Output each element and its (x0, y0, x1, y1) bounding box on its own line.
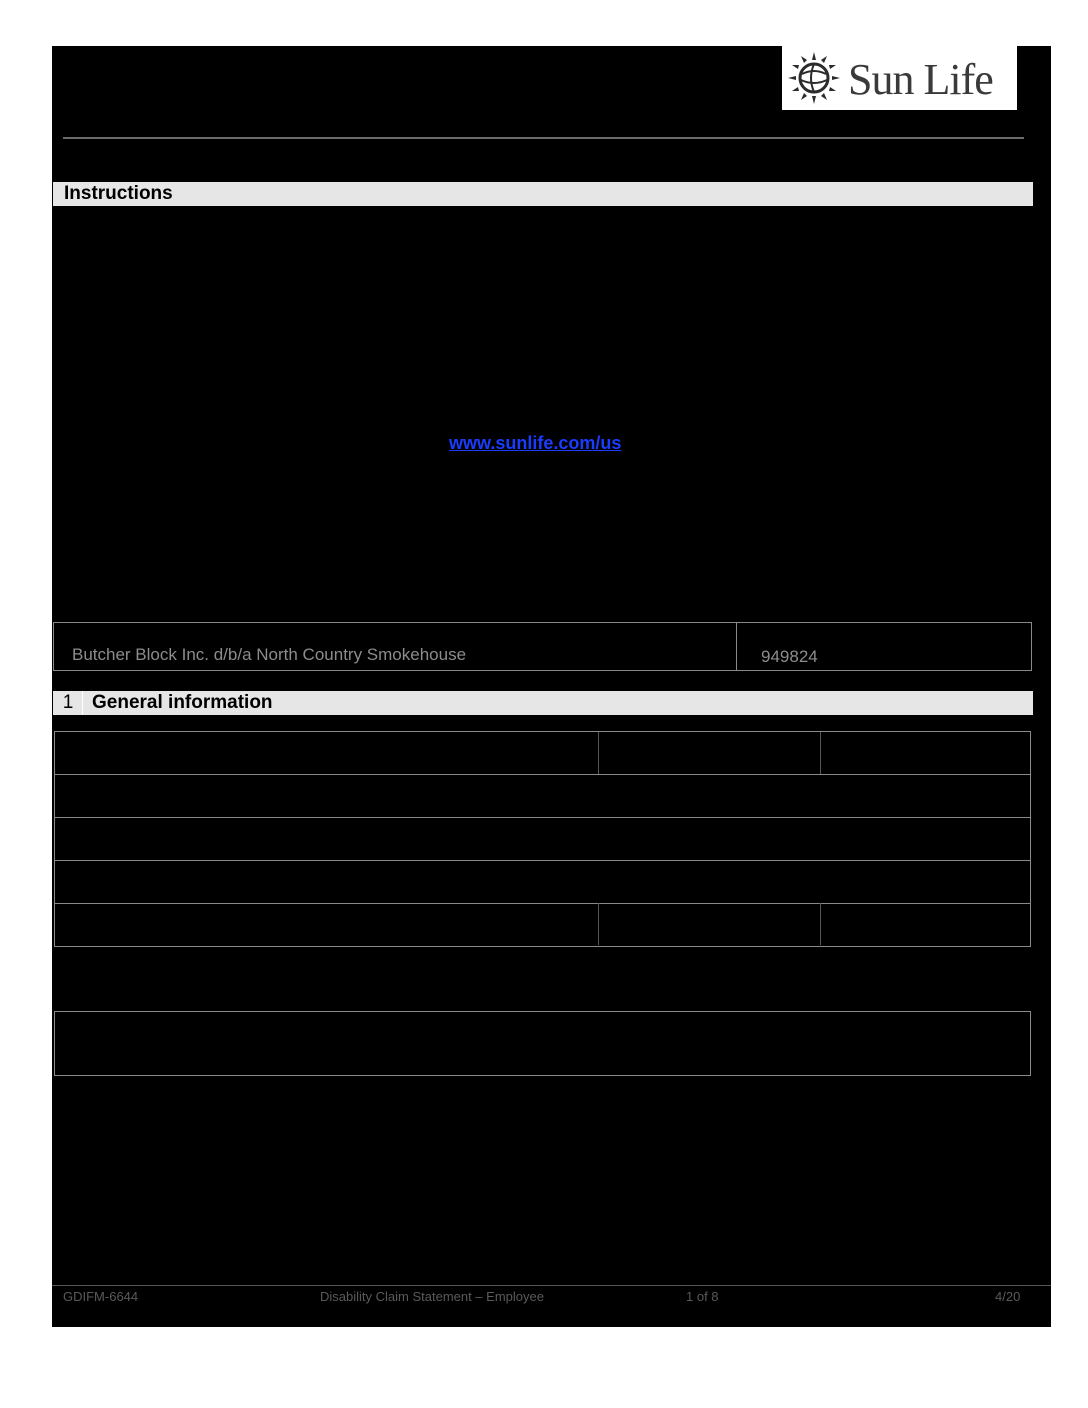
form-page (52, 46, 1051, 1327)
general-information-grid (54, 731, 1031, 947)
signature-box[interactable] (54, 1011, 1031, 1076)
grid-row-divider (55, 860, 1030, 861)
employer-box-divider (736, 623, 737, 670)
sunlife-website-link[interactable]: www.sunlife.com/us (449, 433, 622, 453)
instructions-title: Instructions (64, 183, 173, 204)
policy-number-field[interactable]: 949824 (761, 647, 818, 666)
footer-divider (52, 1285, 1051, 1286)
grid-row-divider (55, 774, 1030, 775)
header-divider (63, 137, 1024, 139)
logo-text: Sun Life (848, 55, 993, 104)
footer-form-id: GDIFM-6644 (63, 1289, 139, 1304)
grid-row-divider (55, 817, 1030, 818)
section-number: 1 (54, 691, 83, 715)
grid-col-divider (598, 903, 599, 945)
general-information-header (53, 691, 1033, 715)
grid-col-divider (598, 732, 599, 774)
grid-col-divider (820, 732, 821, 774)
grid-row-divider (55, 903, 1030, 904)
footer-revision: 4/20 (995, 1289, 1021, 1304)
sun-globe-icon (786, 50, 842, 106)
employer-info-box (53, 622, 1032, 671)
grid-col-divider (820, 903, 821, 945)
sun-life-logo (782, 46, 1017, 110)
section-title: General information (92, 692, 273, 713)
instructions-header (53, 182, 1033, 206)
footer-form-title: Disability Claim Statement – Employee (320, 1289, 544, 1304)
footer-page-number: 1 of 8 (686, 1289, 719, 1304)
employer-name-field[interactable]: Butcher Block Inc. d/b/a North Country Smokehouse (72, 645, 467, 664)
